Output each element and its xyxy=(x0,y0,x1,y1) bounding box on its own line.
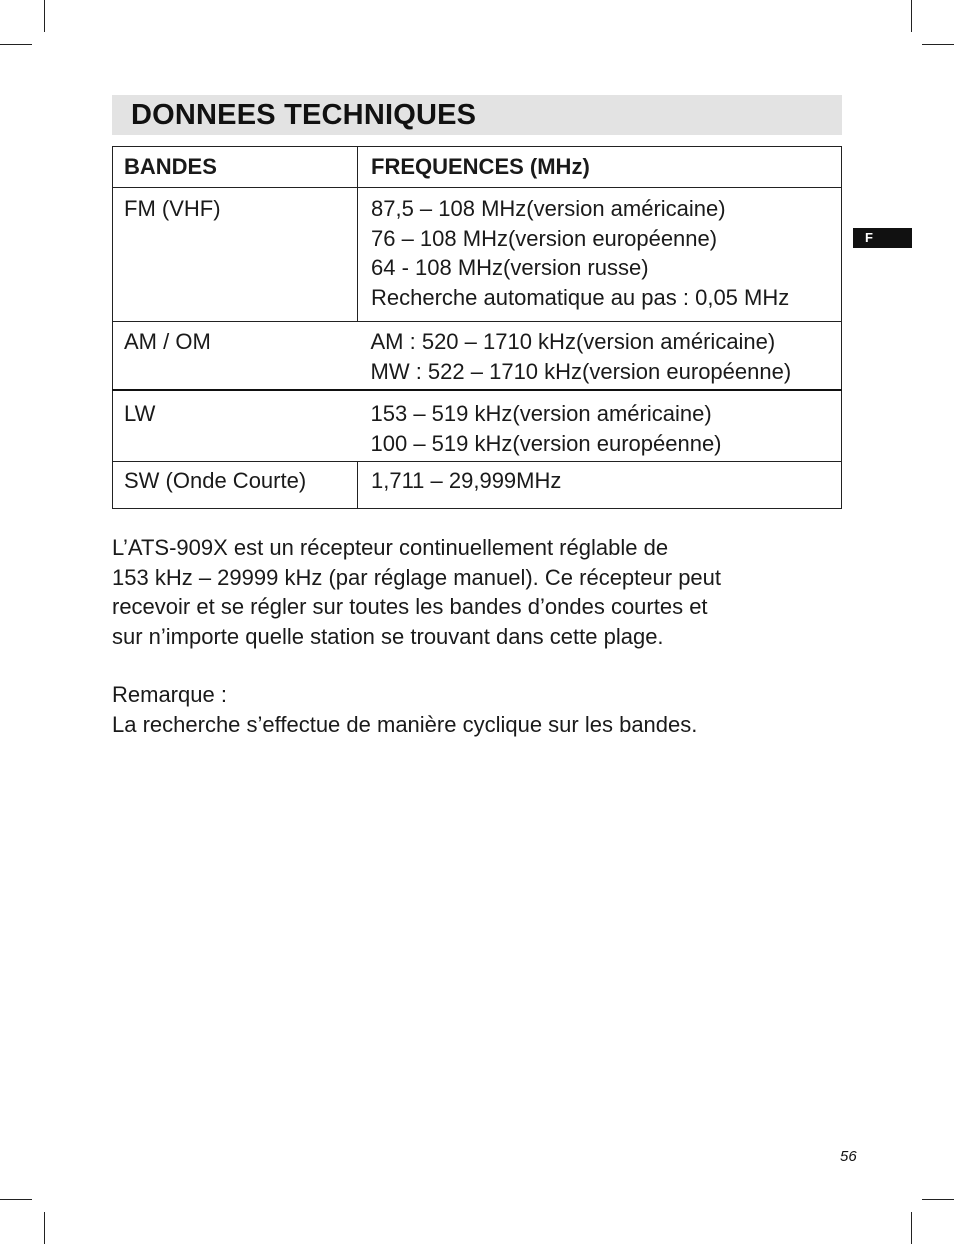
description-paragraph xyxy=(112,533,721,651)
band-cell: SW (Onde Courte) xyxy=(113,462,358,509)
remark-block xyxy=(112,680,697,739)
description-line: 153 kHz – 29999 kHz (par réglage manuel). Ce récepteur peut xyxy=(112,564,722,590)
description-line: sur n’importe quelle station se trouvant dans cette plage. xyxy=(112,623,664,649)
crop-mark xyxy=(0,44,32,45)
crop-mark xyxy=(911,1212,912,1244)
band-cell: LW xyxy=(113,390,358,462)
language-tab-label: F xyxy=(865,230,873,245)
description-line: L’ATS-909X est un récepteur continuellement réglable de xyxy=(112,535,669,560)
language-tab xyxy=(853,228,912,248)
frequency-cell xyxy=(358,322,842,391)
band-cell: FM (VHF) xyxy=(113,188,358,322)
table-row xyxy=(113,188,842,322)
frequency-cell xyxy=(358,390,842,462)
description-line: recevoir et se régler sur toutes les bandes d’ondes courtes et xyxy=(112,594,708,619)
header-bands: BANDES xyxy=(113,147,358,188)
crop-mark xyxy=(44,0,45,32)
table-row xyxy=(113,462,842,509)
frequency-line: AM : 520 – 1710 kHz(version américaine) xyxy=(370,329,776,354)
frequency-line: 100 – 519 kHz(version européenne) xyxy=(370,430,722,456)
section-title: DONNEES TECHNIQUES xyxy=(131,99,477,131)
section-title-bar xyxy=(112,95,842,135)
header-frequencies: FREQUENCES (MHz) xyxy=(358,147,842,188)
crop-mark xyxy=(922,44,954,45)
crop-mark xyxy=(0,1199,32,1200)
spec-table xyxy=(112,146,842,509)
frequency-cell xyxy=(358,188,842,322)
crop-mark xyxy=(911,0,912,32)
page-number: 56 xyxy=(840,1148,857,1165)
frequency-line: 64 - 108 MHz(version russe) xyxy=(371,255,649,280)
table-row xyxy=(113,322,842,391)
band-cell: AM / OM xyxy=(113,322,358,391)
frequency-cell xyxy=(358,462,842,509)
crop-mark xyxy=(44,1212,45,1244)
remark-label: Remarque : xyxy=(112,682,227,707)
remark-text: La recherche s’effectue de manière cyclique sur les bandes. xyxy=(112,711,698,737)
frequency-line: 153 – 519 kHz(version américaine) xyxy=(370,401,712,426)
table-header-row xyxy=(113,147,842,188)
table-row xyxy=(113,390,842,462)
frequency-line: MW : 522 – 1710 kHz(version européenne) xyxy=(370,358,792,384)
frequency-line: 76 – 108 MHz(version européenne) xyxy=(371,225,718,251)
crop-mark xyxy=(922,1199,954,1200)
frequency-line: 87,5 – 108 MHz(version américaine) xyxy=(371,196,726,221)
frequency-line: 1,711 – 29,999MHz xyxy=(371,468,562,493)
frequency-line: Recherche automatique au pas : 0,05 MHz xyxy=(371,284,790,310)
